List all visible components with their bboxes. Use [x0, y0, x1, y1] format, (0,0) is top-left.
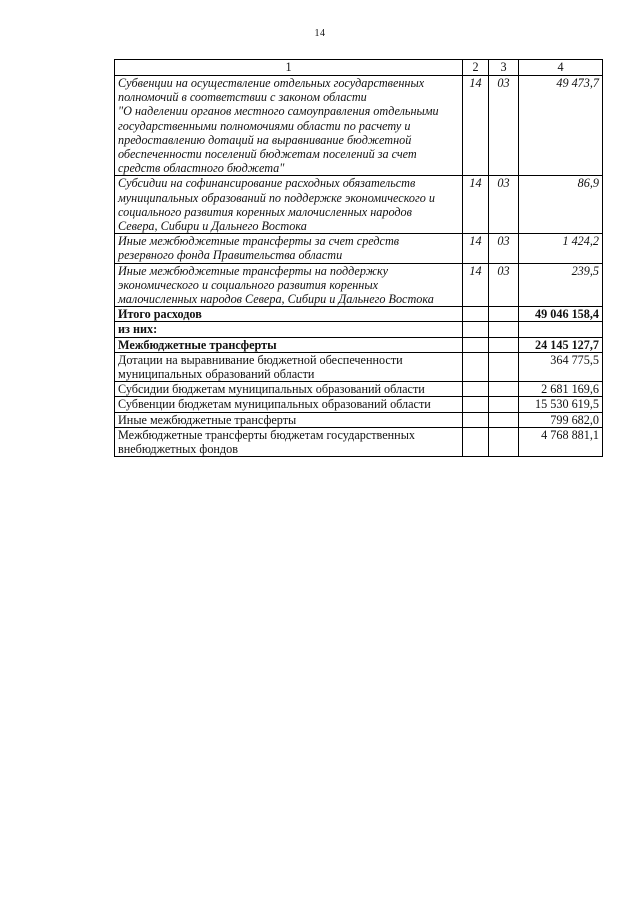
row-amount: 2 681 169,6: [519, 382, 603, 397]
table-row: [115, 427, 603, 456]
row-description: [115, 397, 463, 412]
row-amount: 799 682,0: [519, 412, 603, 427]
row-subsection-code: [489, 322, 519, 337]
row-section-code: 14: [463, 234, 489, 263]
description-line: обеспеченности поселений бюджетам поселений за счет: [118, 147, 417, 162]
table-row: [115, 322, 603, 337]
description-line: из них:: [118, 322, 158, 337]
row-subsection-code: 03: [489, 76, 519, 176]
description-line: Межбюджетные трансферты бюджетам государственных: [118, 427, 415, 442]
row-amount: 1 424,2: [519, 234, 603, 263]
description-line: социального развития коренных малочисленных народов: [118, 204, 412, 219]
row-section-code: [463, 382, 489, 397]
description-line: Иные межбюджетные трансферты за счет средств: [118, 234, 400, 249]
description-line: предоставлению дотаций на выравнивание бюджетной: [118, 132, 412, 147]
row-section-code: [463, 322, 489, 337]
description-line: средств областного бюджета": [118, 161, 285, 176]
header-col-4: 4: [519, 60, 603, 76]
row-section-code: [463, 427, 489, 456]
row-section-code: [463, 397, 489, 412]
row-description: [115, 412, 463, 427]
table-row: [115, 352, 603, 381]
row-section-code: 14: [463, 76, 489, 176]
row-section-code: 14: [463, 263, 489, 307]
description-line: государственными полномочиями области по расчету и: [118, 118, 411, 133]
description-line: муниципальных образований по поддержке экономического и: [118, 190, 436, 205]
row-section-code: [463, 307, 489, 322]
row-description: [115, 234, 463, 263]
row-amount: 24 145 127,7: [519, 337, 603, 352]
row-description: [115, 263, 463, 307]
table-row: [115, 382, 603, 397]
row-description: [115, 352, 463, 381]
page-number: 14: [314, 28, 326, 39]
table-row: [115, 307, 603, 322]
row-description: [115, 322, 463, 337]
row-amount: 49 046 158,4: [519, 307, 603, 322]
table-row: [115, 412, 603, 427]
row-amount: 364 775,5: [519, 352, 603, 381]
header-col-2: 2: [463, 60, 489, 76]
row-description: [115, 307, 463, 322]
header-col-1: 1: [115, 60, 463, 76]
description-line: Субвенции на осуществление отдельных государственных: [118, 76, 425, 90]
row-description: [115, 176, 463, 234]
row-subsection-code: 03: [489, 263, 519, 307]
description-line: Иные межбюджетные трансферты: [118, 412, 297, 427]
row-subsection-code: [489, 397, 519, 412]
table-row: [115, 176, 603, 234]
row-subsection-code: [489, 412, 519, 427]
description-line: Субсидии на софинансирование расходных обязательств: [118, 176, 416, 191]
row-section-code: 14: [463, 176, 489, 234]
row-section-code: [463, 352, 489, 381]
table-row: [115, 263, 603, 307]
row-description: [115, 427, 463, 456]
row-subsection-code: 03: [489, 176, 519, 234]
row-subsection-code: 03: [489, 234, 519, 263]
description-line: Субвенции бюджетам муниципальных образований области: [118, 397, 431, 412]
row-amount: 239,5: [519, 263, 603, 307]
description-line: внебюджетных фондов: [118, 442, 238, 457]
row-description: [115, 76, 463, 176]
description-line: Иные межбюджетные трансферты на поддержку: [118, 263, 389, 278]
row-description: [115, 337, 463, 352]
row-amount: [519, 322, 603, 337]
table-body: [115, 60, 603, 457]
table-header-row: [115, 60, 603, 76]
description-line: резервного фонда Правительства области: [118, 248, 343, 263]
row-subsection-code: [489, 427, 519, 456]
row-section-code: [463, 337, 489, 352]
row-subsection-code: [489, 337, 519, 352]
description-line: "О наделении органов местного самоуправления отдельными: [118, 104, 439, 119]
table-row: [115, 76, 603, 176]
row-subsection-code: [489, 307, 519, 322]
description-line: экономического и социального развития коренных: [118, 277, 378, 292]
row-subsection-code: [489, 352, 519, 381]
header-col-3: 3: [489, 60, 519, 76]
row-amount: 49 473,7: [519, 76, 603, 176]
row-subsection-code: [489, 382, 519, 397]
description-line: Дотации на выравнивание бюджетной обеспеченности: [118, 352, 403, 367]
description-line: малочисленных народов Севера, Сибири и Дальнего Востока: [118, 292, 434, 307]
row-section-code: [463, 412, 489, 427]
description-line: полномочий в соответствии с законом области: [118, 90, 367, 105]
budget-table: [114, 59, 603, 457]
description-line: муниципальных образований области: [118, 367, 315, 382]
description-line: Субсидии бюджетам муниципальных образований области: [118, 382, 425, 397]
description-line: Севера, Сибири и Дальнего Востока: [118, 219, 307, 234]
row-amount: 4 768 881,1: [519, 427, 603, 456]
description-line: Межбюджетные трансферты: [118, 337, 277, 352]
table-row: [115, 234, 603, 263]
table-row: [115, 337, 603, 352]
row-description: [115, 382, 463, 397]
row-amount: 86,9: [519, 176, 603, 234]
row-amount: 15 530 619,5: [519, 397, 603, 412]
table-row: [115, 397, 603, 412]
description-line: Итого расходов: [118, 307, 202, 322]
